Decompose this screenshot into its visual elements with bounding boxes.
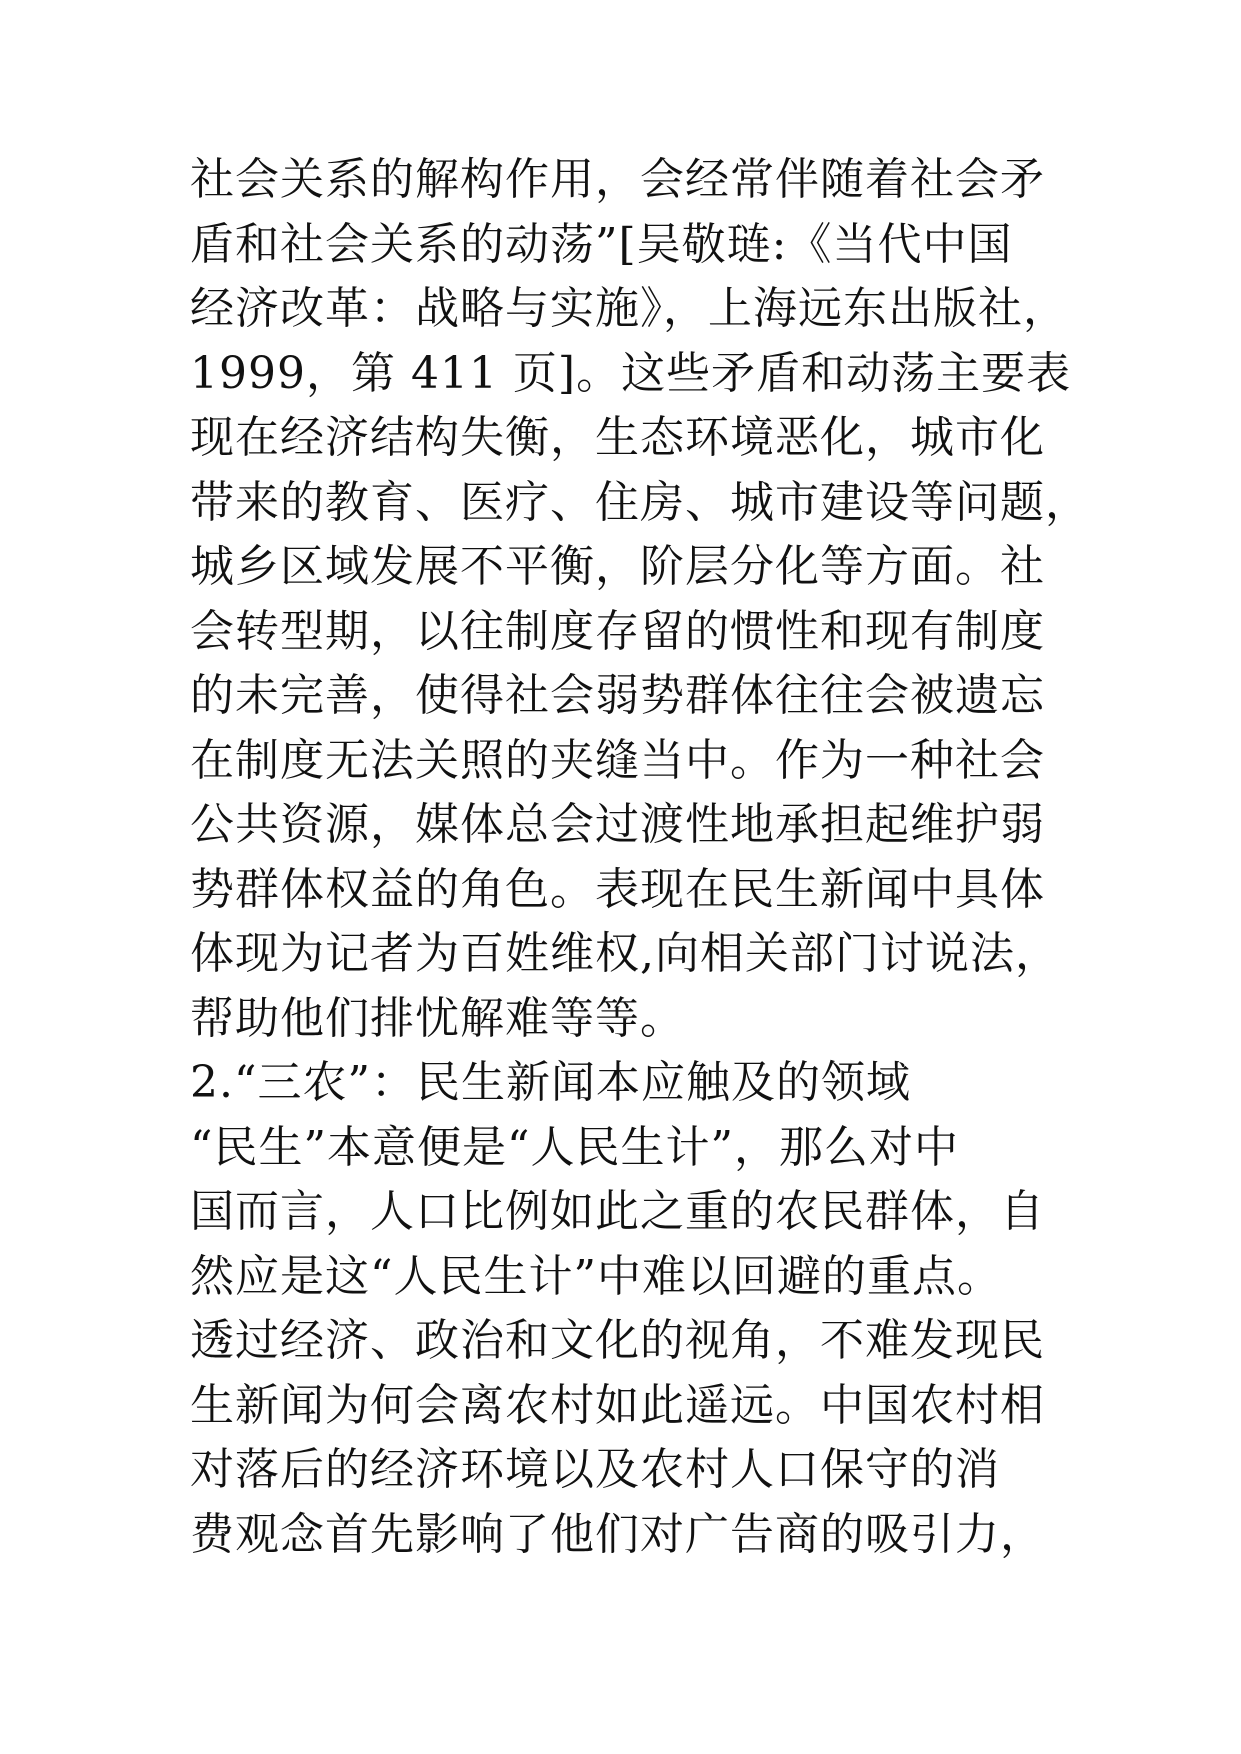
text-line: 公共资源，媒体总会过渡性地承担起维护弱 [190, 799, 1045, 850]
text-line: 社会关系的解构作用，会经常伴随着社会矛 [190, 154, 1045, 205]
text-line: 体现为记者为百姓维权,向相关部门讨说法， [190, 928, 1060, 979]
text-line: 势群体权益的角色。表现在民生新闻中具体 [190, 863, 1045, 915]
text-line: 生新闻为何会离农村如此遥远。中国农村相 [190, 1379, 1045, 1431]
text-line: 1999，第 411 页]。这些矛盾和动荡主要表 [190, 347, 1072, 399]
text-line: 城乡区域发展不平衡，阶层分化等方面。社 [190, 541, 1045, 592]
text-line: 带来的教育、医疗、住房、城市建设等问题， [190, 476, 1090, 528]
text-line: 在制度无法关照的夹缝当中。作为一种社会 [190, 734, 1045, 786]
text-line: 经济改革：战略与实施》，上海远东出版社， [190, 283, 1068, 334]
text-line: 会转型期，以往制度存留的惯性和现有制度 [190, 605, 1045, 657]
text-line: 对落后的经济环境以及农村人口保守的消 [190, 1444, 1000, 1495]
text-line: 然应是这“人民生计”中难以回避的重点。 [190, 1250, 1002, 1302]
section-heading: 2.“三农”：民生新闻本应触及的领域 [190, 1057, 911, 1108]
text-line: 帮助他们排忧解难等等。 [190, 992, 685, 1044]
text-line: 现在经济结构失衡，生态环境恶化，城市化 [190, 412, 1045, 463]
text-line: 费观念首先影响了他们对广告商的吸引力， [190, 1508, 1045, 1560]
text-line: 透过经济、政治和文化的视角，不难发现民 [190, 1315, 1045, 1366]
text-line: “民生”本意便是“人民生计”，那么对中 [190, 1121, 959, 1173]
text-line: 的未完善，使得社会弱势群体往往会被遗忘 [190, 670, 1045, 721]
body-text [190, 148, 1090, 1567]
text-line: 国而言，人口比例如此之重的农民群体，自 [190, 1186, 1045, 1237]
text-line: 盾和社会关系的动荡”[吴敬琏:《当代中国 [190, 218, 1013, 270]
